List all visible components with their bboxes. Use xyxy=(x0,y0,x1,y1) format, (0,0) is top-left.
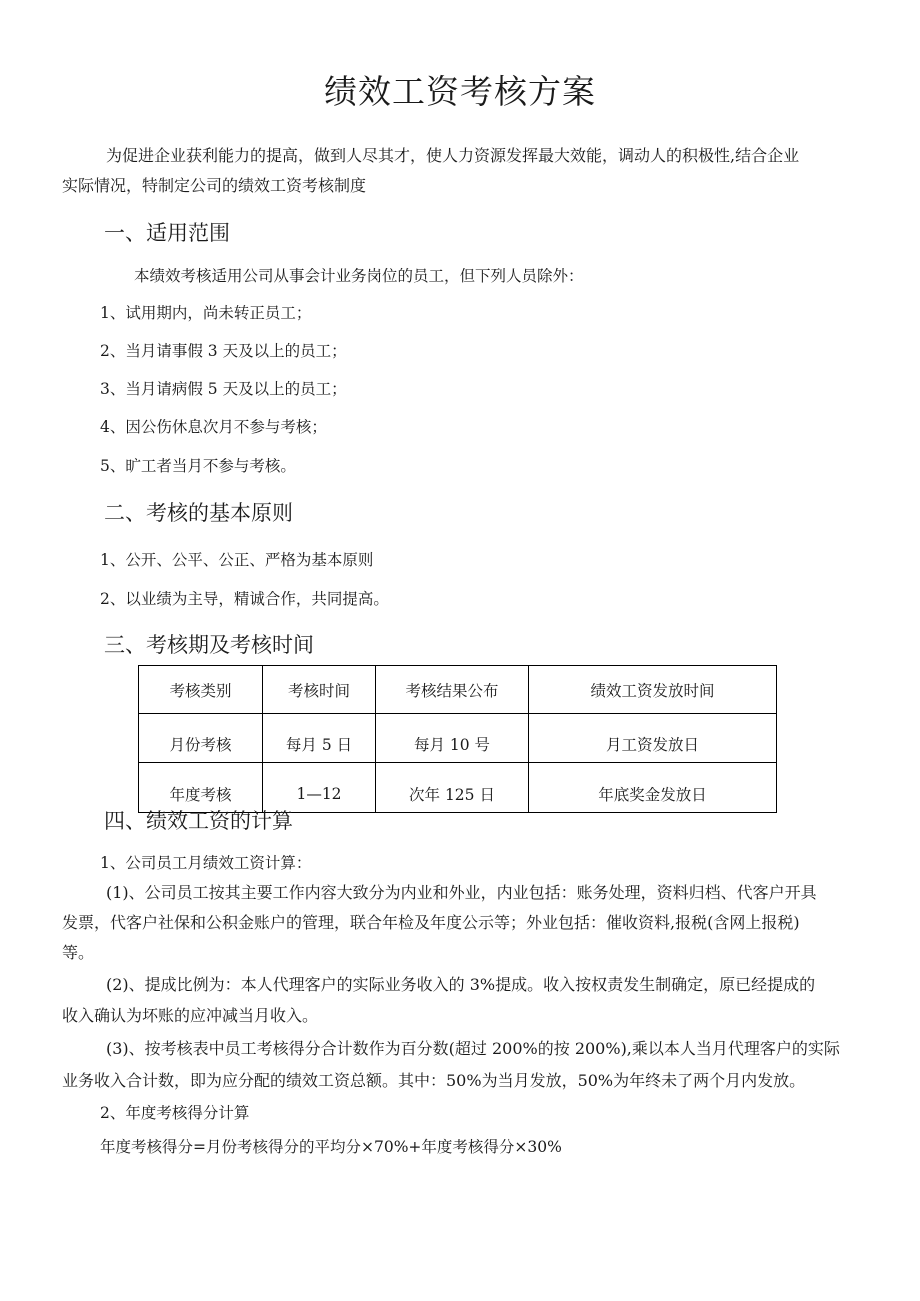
table-cell: 每月 5 日 xyxy=(263,714,376,763)
page-title: 绩效工资考核方案 xyxy=(324,72,596,111)
list-item: 1、公开、公平、公正、严格为基本原则 xyxy=(100,551,374,569)
table-header-row xyxy=(139,666,777,714)
section-heading-scope: 一、适用范围 xyxy=(104,221,230,245)
list-item: 5、旷工者当月不参与考核。 xyxy=(100,457,296,475)
section-heading-principles: 二、考核的基本原则 xyxy=(104,501,293,525)
table-cell: 月份考核 xyxy=(139,714,263,763)
scope-lead: 本绩效考核适用公司从事会计业务岗位的员工，但下列人员除外： xyxy=(134,267,584,285)
table-cell: 月工资发放日 xyxy=(529,714,777,763)
list-item: 4、因公伤休息次月不参与考核； xyxy=(100,418,327,436)
schedule-table xyxy=(138,665,777,813)
table-cell: 1—12 xyxy=(263,763,376,813)
paragraph-line: (1)、公司员工按其主要工作内容大致分为内业和外业，内业包括：账务处理，资料归档、代客户开具 xyxy=(106,883,817,902)
table-header-cell: 绩效工资发放时间 xyxy=(529,666,777,714)
section-heading-calculation: 四、绩效工资的计算 xyxy=(104,809,293,833)
paragraph-line: 业务收入合计数，即为应分配的绩效工资总额。其中：50%为当月发放，50%为年终未了两个月内发放。 xyxy=(62,1071,806,1090)
table-header-cell: 考核类别 xyxy=(139,666,263,714)
table-header-cell: 考核时间 xyxy=(263,666,376,714)
table-row xyxy=(139,714,777,763)
table-cell: 每月 10 号 xyxy=(376,714,529,763)
intro-line-1: 为促进企业获利能力的提高，做到人尽其才，使人力资源发挥最大效能，调动人的积极性,结合企业 xyxy=(106,146,800,165)
paragraph-line: 收入确认为坏账的应冲减当月收入。 xyxy=(62,1006,319,1025)
paragraph-line: 等。 xyxy=(62,943,95,962)
table-cell: 次年 125 日 xyxy=(376,763,529,813)
subheading-monthly: 1、公司员工月绩效工资计算： xyxy=(100,854,312,872)
table-cell: 年底奖金发放日 xyxy=(529,763,777,813)
paragraph-line: (2)、提成比例为：本人代理客户的实际业务收入的 3%提成。收入按权责发生制确定，原已经提成的 xyxy=(106,975,816,994)
list-item: 3、当月请病假 5 天及以上的员工； xyxy=(100,380,347,398)
list-item: 2、以业绩为主导，精诚合作，共同提高。 xyxy=(100,590,389,608)
paragraph-line: 发票，代客户社保和公积金账户的管理，联合年检及年度公示等；外业包括：催收资料,报税(含网上报税) xyxy=(62,913,800,932)
list-item: 2、当月请事假 3 天及以上的员工； xyxy=(100,342,347,360)
table-header-cell: 考核结果公布 xyxy=(376,666,529,714)
annual-formula: 年度考核得分=月份考核得分的平均分×70%+年度考核得分×30% xyxy=(100,1138,562,1156)
subheading-annual: 2、年度考核得分计算 xyxy=(100,1104,250,1122)
table-cell: 年度考核 xyxy=(139,763,263,813)
intro-line-2: 实际情况，特制定公司的绩效工资考核制度 xyxy=(62,176,367,195)
paragraph-line: (3)、按考核表中员工考核得分合计数作为百分数(超过 200%的按 200%),乘以本人当月代理客户的实际 xyxy=(106,1039,840,1058)
list-item: 1、试用期内，尚未转正员工； xyxy=(100,304,312,322)
section-heading-period: 三、考核期及考核时间 xyxy=(104,633,314,657)
